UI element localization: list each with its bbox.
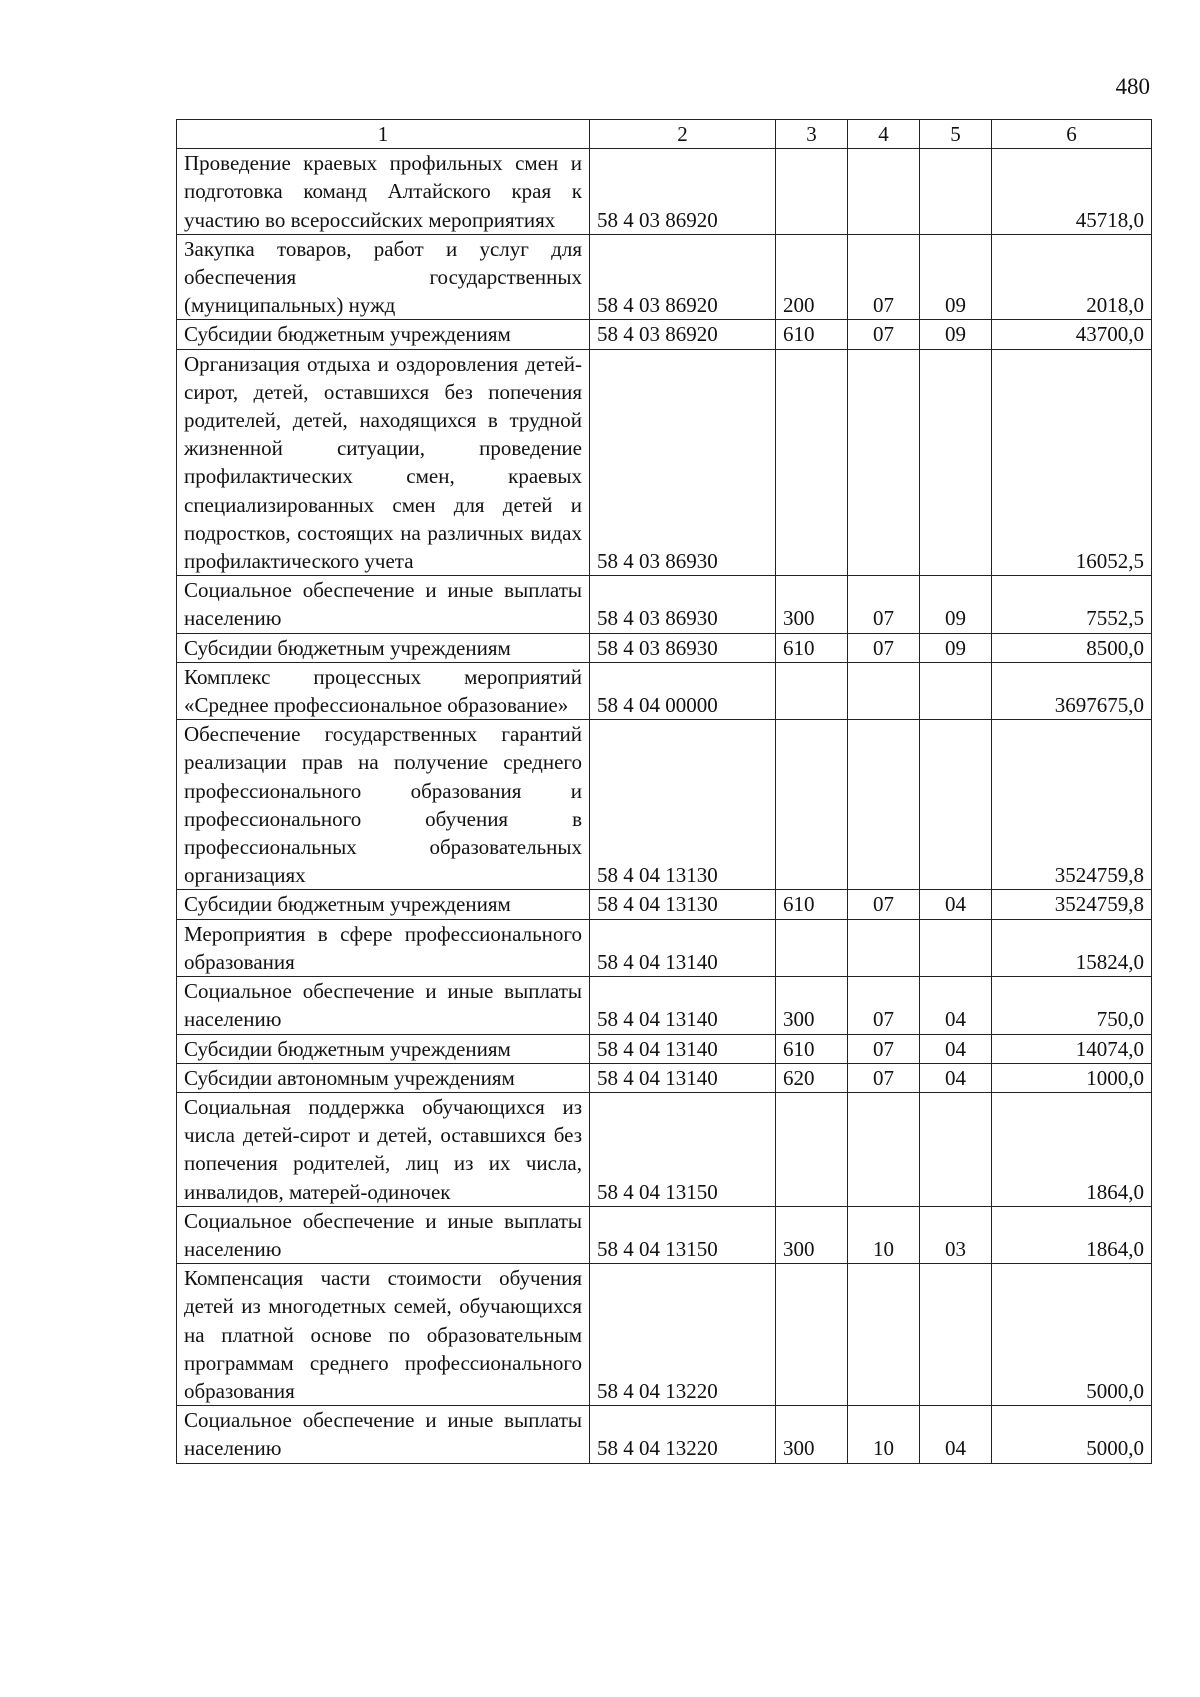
item-name-cell: Организация отдыха и оздоровления детей-сирот, детей, оставшихся без попечения родителей, детей, находящихся в трудной жизненной ситуации, проведение профилактических смен, краевых специализированных смен для детей и подростков, состоящих на различных видах профилактического учета (177, 349, 590, 576)
subsection-cell: 09 (920, 320, 992, 349)
item-name-cell: Социальное обеспечение и иные выплаты населению (177, 1206, 590, 1263)
subsection-cell (920, 1092, 992, 1206)
expense-type-cell (776, 149, 848, 235)
column-header-1: 1 (177, 120, 590, 149)
subsection-cell (920, 349, 992, 576)
table-row (177, 1264, 1152, 1406)
expense-type-cell: 300 (776, 576, 848, 633)
target-code-cell: 58 4 04 13130 (590, 720, 776, 890)
expense-type-cell: 620 (776, 1063, 848, 1092)
target-code-cell: 58 4 03 86930 (590, 633, 776, 662)
target-code-cell: 58 4 04 13150 (590, 1092, 776, 1206)
table-row (177, 1406, 1152, 1463)
amount-cell: 3524759,8 (992, 720, 1152, 890)
subsection-cell: 04 (920, 890, 992, 919)
expense-type-cell: 610 (776, 890, 848, 919)
header-row (177, 120, 1152, 149)
section-cell: 07 (848, 234, 920, 320)
expense-type-cell (776, 349, 848, 576)
table-row (177, 1092, 1152, 1206)
target-code-cell: 58 4 04 13220 (590, 1406, 776, 1463)
item-name-cell: Субсидии автономным учреждениям (177, 1063, 590, 1092)
amount-cell: 3524759,8 (992, 890, 1152, 919)
amount-cell: 8500,0 (992, 633, 1152, 662)
target-code-cell: 58 4 03 86920 (590, 234, 776, 320)
expense-type-cell: 300 (776, 1206, 848, 1263)
item-name-cell: Субсидии бюджетным учреждениям (177, 320, 590, 349)
target-code-cell: 58 4 03 86920 (590, 149, 776, 235)
item-name-cell: Субсидии бюджетным учреждениям (177, 633, 590, 662)
subsection-cell: 04 (920, 1063, 992, 1092)
section-cell (848, 1092, 920, 1206)
expense-type-cell: 610 (776, 1034, 848, 1063)
table-row (177, 149, 1152, 235)
subsection-cell (920, 149, 992, 235)
section-cell (848, 1264, 920, 1406)
item-name-cell: Компенсация части стоимости обучения детей из многодетных семей, обучающихся на платной основе по образовательным программам среднего профессионального образования (177, 1264, 590, 1406)
expense-type-cell (776, 919, 848, 976)
amount-cell: 16052,5 (992, 349, 1152, 576)
table-row (177, 320, 1152, 349)
section-cell: 10 (848, 1406, 920, 1463)
expense-type-cell (776, 1264, 848, 1406)
target-code-cell: 58 4 03 86930 (590, 349, 776, 576)
section-cell: 07 (848, 1063, 920, 1092)
amount-cell: 14074,0 (992, 1034, 1152, 1063)
amount-cell: 15824,0 (992, 919, 1152, 976)
section-cell (848, 662, 920, 719)
amount-cell: 5000,0 (992, 1406, 1152, 1463)
item-name-cell: Субсидии бюджетным учреждениям (177, 890, 590, 919)
column-header-4: 4 (848, 120, 920, 149)
subsection-cell: 04 (920, 1034, 992, 1063)
budget-table (176, 119, 1152, 1464)
target-code-cell: 58 4 04 13130 (590, 890, 776, 919)
table-row (177, 919, 1152, 976)
expense-type-cell: 610 (776, 633, 848, 662)
subsection-cell: 09 (920, 576, 992, 633)
item-name-cell: Субсидии бюджетным учреждениям (177, 1034, 590, 1063)
table-row (177, 1206, 1152, 1263)
amount-cell: 43700,0 (992, 320, 1152, 349)
table-row (177, 1063, 1152, 1092)
subsection-cell: 03 (920, 1206, 992, 1263)
item-name-cell: Социальное обеспечение и иные выплаты населению (177, 977, 590, 1034)
expense-type-cell: 200 (776, 234, 848, 320)
amount-cell: 1864,0 (992, 1206, 1152, 1263)
table-body (177, 149, 1152, 1463)
item-name-cell: Социальная поддержка обучающихся из числа детей-сирот и детей, оставшихся без попечения родителей, лиц из их числа, инвалидов, матерей-одиночек (177, 1092, 590, 1206)
target-code-cell: 58 4 04 13140 (590, 919, 776, 976)
amount-cell: 1000,0 (992, 1063, 1152, 1092)
page-number: 480 (1115, 74, 1150, 99)
item-name-cell: Закупка товаров, работ и услуг для обеспечения государственных (муниципальных) нужд (177, 234, 590, 320)
table-row (177, 1034, 1152, 1063)
target-code-cell: 58 4 04 13140 (590, 977, 776, 1034)
section-cell (848, 349, 920, 576)
subsection-cell: 04 (920, 1406, 992, 1463)
column-header-5: 5 (920, 120, 992, 149)
section-cell: 07 (848, 1034, 920, 1063)
expense-type-cell: 610 (776, 320, 848, 349)
subsection-cell: 04 (920, 977, 992, 1034)
amount-cell: 1864,0 (992, 1092, 1152, 1206)
item-name-cell: Комплекс процессных мероприятий «Среднее профессиональное образование» (177, 662, 590, 719)
amount-cell: 5000,0 (992, 1264, 1152, 1406)
section-cell: 07 (848, 977, 920, 1034)
subsection-cell: 09 (920, 234, 992, 320)
subsection-cell (920, 1264, 992, 1406)
section-cell: 07 (848, 890, 920, 919)
item-name-cell: Социальное обеспечение и иные выплаты населению (177, 1406, 590, 1463)
table-row (177, 662, 1152, 719)
item-name-cell: Обеспечение государственных гарантий реализации прав на получение среднего профессионального образования и профессионального обучения в профессиональных образовательных организациях (177, 720, 590, 890)
item-name-cell: Мероприятия в сфере профессионального образования (177, 919, 590, 976)
amount-cell: 2018,0 (992, 234, 1152, 320)
expense-type-cell: 300 (776, 1406, 848, 1463)
subsection-cell (920, 662, 992, 719)
column-header-3: 3 (776, 120, 848, 149)
target-code-cell: 58 4 04 13150 (590, 1206, 776, 1263)
column-header-6: 6 (992, 120, 1152, 149)
subsection-cell (920, 720, 992, 890)
table-row (177, 890, 1152, 919)
expense-type-cell (776, 720, 848, 890)
expense-type-cell (776, 662, 848, 719)
amount-cell: 750,0 (992, 977, 1152, 1034)
table-row (177, 977, 1152, 1034)
section-cell: 10 (848, 1206, 920, 1263)
section-cell (848, 919, 920, 976)
section-cell (848, 720, 920, 890)
amount-cell: 45718,0 (992, 149, 1152, 235)
table-row (177, 720, 1152, 890)
section-cell: 07 (848, 633, 920, 662)
target-code-cell: 58 4 04 00000 (590, 662, 776, 719)
section-cell: 07 (848, 576, 920, 633)
column-header-2: 2 (590, 120, 776, 149)
table-row (177, 576, 1152, 633)
table-row (177, 633, 1152, 662)
target-code-cell: 58 4 04 13220 (590, 1264, 776, 1406)
target-code-cell: 58 4 03 86930 (590, 576, 776, 633)
amount-cell: 3697675,0 (992, 662, 1152, 719)
target-code-cell: 58 4 03 86920 (590, 320, 776, 349)
table-row (177, 349, 1152, 576)
section-cell: 07 (848, 320, 920, 349)
amount-cell: 7552,5 (992, 576, 1152, 633)
item-name-cell: Социальное обеспечение и иные выплаты населению (177, 576, 590, 633)
subsection-cell: 09 (920, 633, 992, 662)
target-code-cell: 58 4 04 13140 (590, 1034, 776, 1063)
item-name-cell: Проведение краевых профильных смен и подготовка команд Алтайского края к участию во всероссийских мероприятиях (177, 149, 590, 235)
expense-type-cell: 300 (776, 977, 848, 1034)
table-row (177, 234, 1152, 320)
expense-type-cell (776, 1092, 848, 1206)
target-code-cell: 58 4 04 13140 (590, 1063, 776, 1092)
section-cell (848, 149, 920, 235)
subsection-cell (920, 919, 992, 976)
